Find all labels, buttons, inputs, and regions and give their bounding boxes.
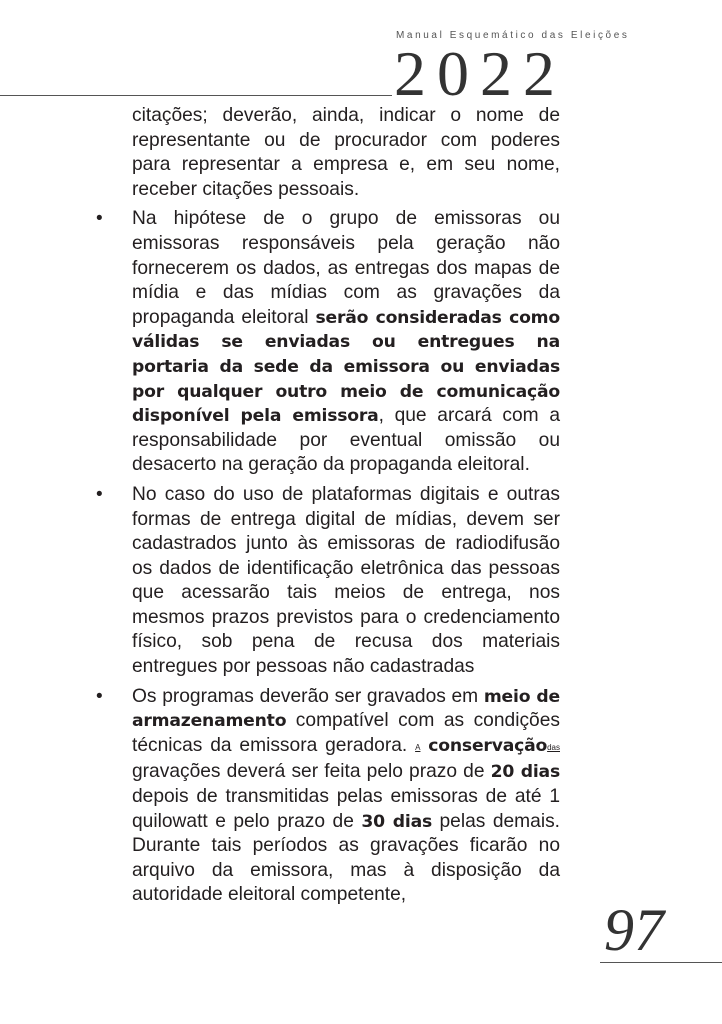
header-year: 2022 [394, 38, 566, 109]
bold-text: conservação [428, 735, 548, 756]
list-item-text [132, 685, 560, 908]
footer-divider [600, 962, 722, 963]
list-item-text [132, 207, 560, 478]
small-text: A [415, 742, 421, 752]
text-run: compatível com as condições técnicas da emissora geradora. [132, 710, 560, 756]
bold-text: 20 dias [490, 762, 560, 783]
bullet-marker: • [96, 483, 103, 505]
bullet-marker: • [96, 685, 103, 707]
list-item-text: No caso do uso de plataformas digitais e outras formas de entrega digital de mídias, devem ser cadastrados junto às emissoras de radiodifusão os dados de identificação eletrônica das pessoas que acessarão tais meios de entrega, nos mesmos prazos previstos para o credenciamento físico, sob pena de recusa dos materiais entregues por pessoas não cadastradas [132, 483, 560, 678]
page-number: 97 [604, 897, 664, 963]
small-text: das [547, 742, 560, 752]
text-run: gravações deverá ser feita pelo prazo de [132, 761, 491, 783]
text-run: Na hipótese de o grupo de emissoras ou emissoras responsáveis pela geração não fornecerem os dados, as entregas dos mapas de mídia e das mídias com as gravações da propaganda eleitoral [132, 208, 560, 328]
text-run: pelas demais. Durante tais períodos as gravações ficarão no arquivo da emissora, mas à disposição da autoridade eleitoral competente, [132, 810, 561, 906]
text-run: Os programas deverão ser gravados em [132, 685, 484, 707]
intro-paragraph: citações; deverão, ainda, indicar o nome de representante ou de procurador com poderes para representar a empresa e, em seu nome, receber citações pessoais. [132, 105, 560, 200]
page-body [96, 104, 561, 908]
bold-text: 30 dias [361, 811, 433, 832]
list-item [96, 207, 560, 478]
text-run: depois de transmitidas pelas emissoras de até 1 quilowatt e pelo prazo de [132, 786, 560, 832]
list-item [96, 483, 560, 680]
header-subtitle: Manual Esquemático das Eleições [396, 30, 630, 41]
bullet-marker: • [96, 208, 103, 230]
bold-text: meio de armazenamento [132, 686, 560, 732]
text-run: , que arcará com a responsabilidade por eventual omissão ou desacerto na geração da propaganda eleitoral. [132, 405, 560, 476]
list-item [96, 685, 561, 908]
header-divider [0, 95, 392, 96]
bold-text: serão consideradas como válidas se enviadas ou entregues na portaria da sede da emissora ou enviadas por qualquer outro meio de comunicação disponível pela emissora [132, 307, 560, 427]
